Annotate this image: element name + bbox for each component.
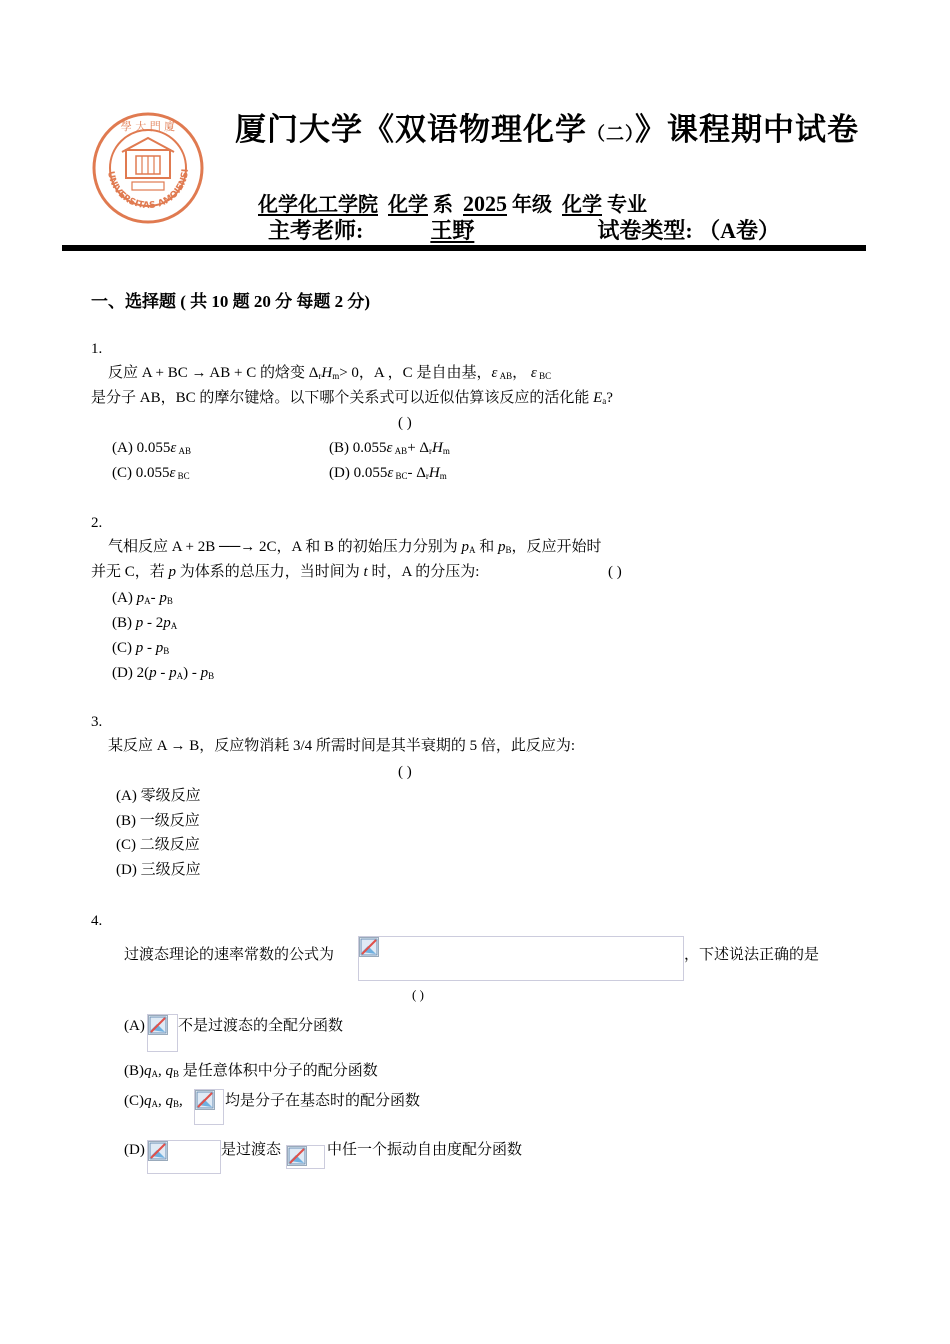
q1-option-b: (B) 0.055ε $_{AB}+ \Delta_rH_m$: [329, 440, 450, 456]
q4-answer-blank: ( ): [412, 987, 424, 1002]
q1-option-d: (D) 0.055ε $_{BC}$- $\Delta_rH_m$: [329, 465, 447, 481]
q2-option-b: (B) p - $2p_A$: [112, 615, 178, 631]
q3-option-d: (D) 三级反应: [116, 862, 201, 878]
college-name: 化学化工学院: [258, 194, 378, 216]
q2-option-a: (A) $p_A-$ $p_B$: [112, 590, 173, 606]
q3-option-a: (A) 零级反应: [116, 788, 201, 804]
q4-option-d-label: (D): [124, 1142, 145, 1158]
q3-option-b: (B) 一级反应: [116, 813, 200, 829]
exam-title: 厦门大学《双语物理化学（二）》课程期中试卷: [235, 112, 859, 148]
header-divider: [62, 245, 866, 251]
q3-stem: 某反应 A → B，反应物消耗 3/4 所需时间是其半衰期的 5 倍，此反应为:: [108, 738, 576, 754]
year-value: 2025: [463, 191, 507, 216]
q1-option-c: (C) 0.055ε $_{BC}$: [112, 465, 190, 481]
svg-text:學 大 門 廈: 學 大 門 廈: [120, 120, 176, 133]
q4-option-b: $(B)q_A$, $q_B$ 是任意体积中分子的配分函数: [124, 1063, 378, 1079]
q2-number: 2.: [91, 515, 103, 531]
q4-option-c-image-frame: [194, 1089, 224, 1125]
q4-option-c-text: 均是分子在基态时的配分函数: [225, 1093, 421, 1109]
q1-option-a: (A) 0.055ε $_{AB}$: [112, 440, 192, 456]
q3-option-c: (C) 二级反应: [116, 837, 200, 853]
q3-number: 3.: [91, 714, 103, 730]
q1-stem-line1: 反应 A + BC → AB + C 的焓变 $\Delta_rH_m> 0$，A ，C 是自由基，ε $_{AB}$， ε $_{BC}$: [108, 365, 552, 381]
university-seal-logo: [92, 112, 204, 224]
q1-stem-line2: 是分子 AB，BC 的摩尔键焓。以下哪个关系式可以近似估算该反应的活化能 $E_a$?: [91, 390, 613, 406]
q1-number: 1.: [91, 341, 103, 357]
q2-stem-line1: 气相反应 A + 2B ──→ 2C，A 和 B 的初始压力分别为 $p_A$ 和 $p_B$，反应开始时: [108, 539, 602, 555]
q4-option-d-image-frame-2: [286, 1145, 325, 1169]
q2-answer-blank: ( ): [608, 564, 622, 580]
section-title: 一、选择题 ( 共 10 题 20 分 每题 2 分): [91, 292, 371, 311]
q3-answer-blank: ( ): [398, 764, 412, 780]
q4-number: 4.: [91, 913, 103, 929]
q4-stem-post: ，下述说法正确的是: [684, 947, 820, 963]
dept-name: 化学: [388, 194, 428, 216]
broken-image-icon: [287, 1146, 307, 1166]
broken-image-icon: [148, 1141, 168, 1161]
q2-option-c: (C) p - $p_B$: [112, 640, 170, 656]
paper-type: 试卷类型: （A卷）: [597, 218, 781, 243]
info-line-teacher: [268, 214, 780, 245]
q4-option-d-mid: 是过渡态: [221, 1142, 282, 1158]
info-line-college: 化学化工学院 化学 系 2025 年级 化学 专业: [258, 191, 647, 216]
broken-image-icon: [359, 937, 379, 957]
q2-option-d: (D) $2(p - p_A) - p_B$: [112, 665, 215, 681]
svg-text:UNIVERSITAS AMOIENSIS: UNIVERSITAS AMOIENSI: [105, 168, 192, 212]
broken-image-icon: [195, 1090, 215, 1110]
q4-option-a-text: 不是过渡态的全配分函数: [178, 1018, 344, 1034]
q1-answer-blank: ( ): [398, 415, 412, 431]
major-name: 化学: [562, 194, 602, 216]
q4-option-d-text: 中任一个振动自由度配分函数: [327, 1142, 523, 1158]
q4-option-c-prefix: $(C)q_A$, $q_B$,: [124, 1093, 183, 1109]
q4-option-a-label: (A): [124, 1018, 145, 1034]
q2-stem-line2: 并无 C，若 p 为体系的总压力，当时间为 t 时，A 的分压为:: [91, 564, 480, 580]
teacher-name: 王野: [430, 218, 475, 243]
broken-image-icon: [148, 1015, 168, 1035]
q4-option-d-image-frame-1: [147, 1140, 221, 1174]
q4-stem-pre: 过渡态理论的速率常数的公式为: [124, 947, 335, 963]
q4-option-a-image-frame: [147, 1014, 178, 1052]
teacher-label: 主考老师:: [268, 218, 364, 243]
q4-formula-image-frame: [358, 936, 684, 981]
